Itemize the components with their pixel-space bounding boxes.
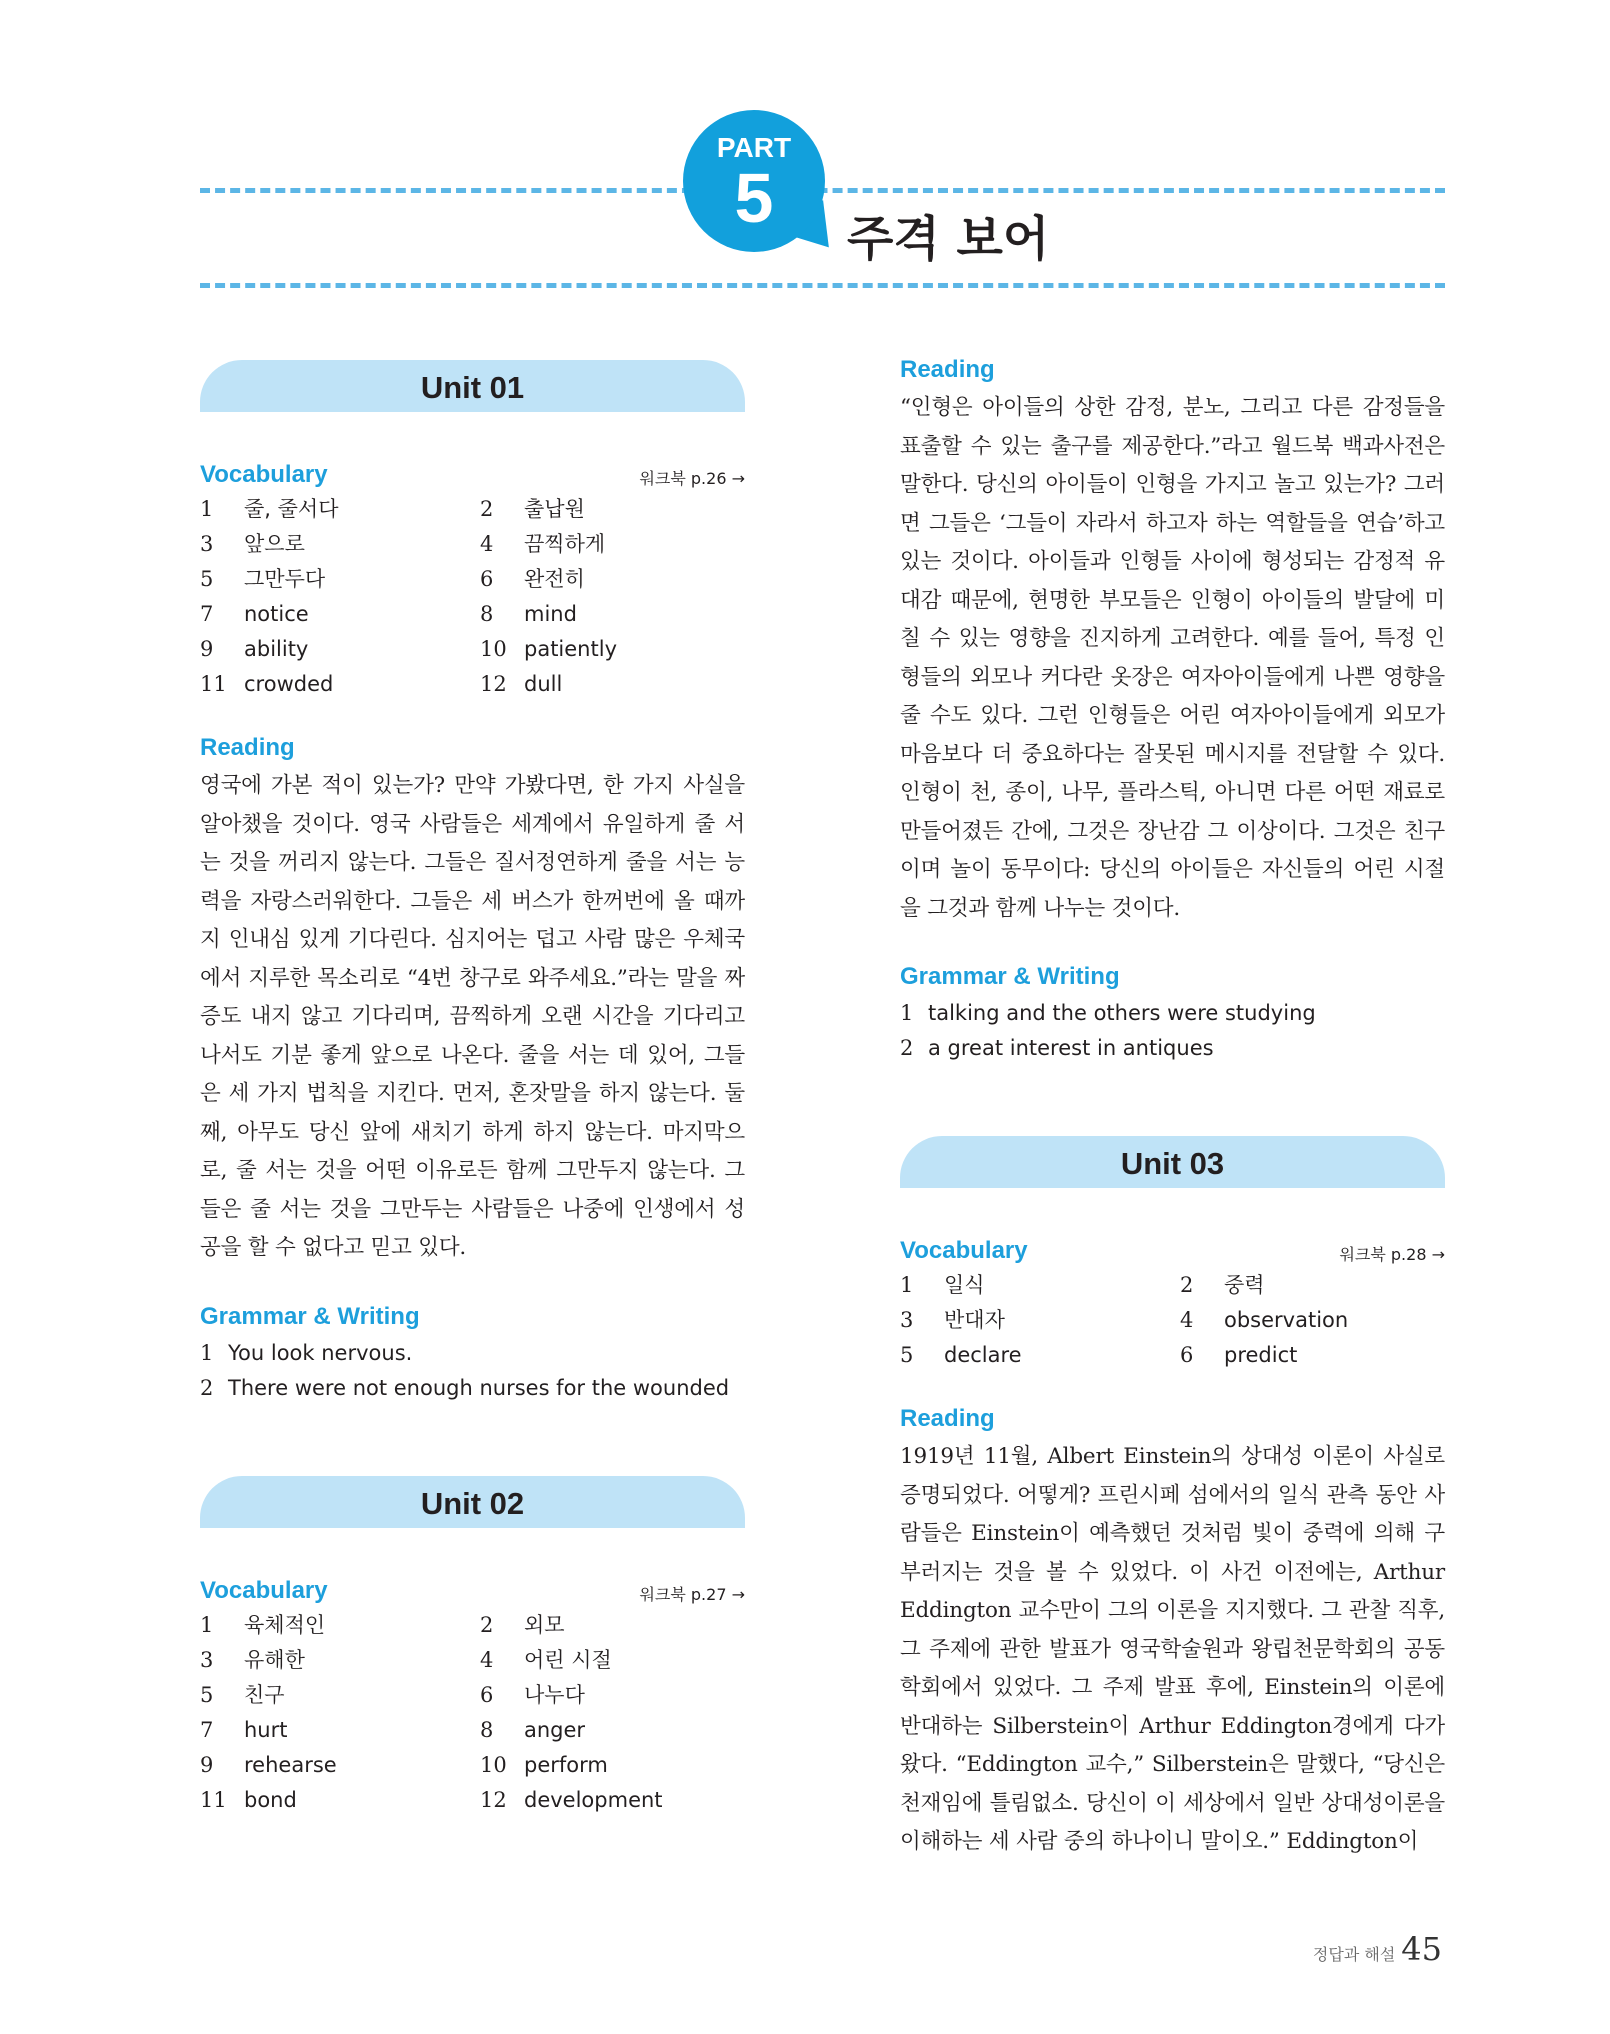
vocab-item: 8 anger <box>480 1717 586 1742</box>
workbook-reference: 워크북 p.28 → <box>1339 1245 1445 1264</box>
vocab-item: 9 ability <box>200 637 309 661</box>
vocab-item: 6 predict <box>1180 1343 1298 1367</box>
unit-03-banner: Unit 03 <box>900 1136 1445 1188</box>
part-number: 5 <box>734 159 774 237</box>
unit-01-banner: Unit 01 <box>200 360 745 412</box>
grammar-item: 1 talking and the others were studying <box>900 1001 1316 1025</box>
vocabulary-label: Vocabulary <box>200 1576 328 1604</box>
vocab-item: 2 출납원 <box>480 497 585 521</box>
vocab-item: 5 친구 <box>200 1682 285 1707</box>
unit-02-grammar-list <box>900 996 1445 1066</box>
vocab-item: 12 development <box>480 1787 663 1812</box>
header-dashed-line-bottom <box>200 283 1445 288</box>
vocab-item: 1 줄, 줄서다 <box>200 497 339 521</box>
part-title: 주격 보어 <box>843 200 1061 269</box>
page-number: 45 <box>1401 1930 1442 1968</box>
unit-02-vocabulary-list <box>200 1610 745 1815</box>
vocab-item: 4 어린 시절 <box>480 1647 612 1672</box>
unit-02-reading-heading: Reading <box>900 356 995 383</box>
vocab-item: 10 patiently <box>480 637 617 661</box>
vocab-item: 2 중력 <box>1180 1273 1265 1297</box>
unit-01-grammar-heading: Grammar & Writing <box>200 1302 420 1330</box>
unit-01-reading-heading: Reading <box>200 734 295 761</box>
footer-label: 정답과 해설 <box>1312 1945 1396 1964</box>
vocab-item: 5 declare <box>900 1343 1022 1367</box>
part-label: PART <box>716 132 792 163</box>
vocab-item: 7 hurt <box>200 1717 288 1742</box>
vocab-item: 7 notice <box>200 602 309 626</box>
part-badge <box>683 110 825 252</box>
vocab-item: 3 반대자 <box>900 1308 1005 1332</box>
vocab-item: 12 dull <box>480 672 563 696</box>
unit-02-vocabulary-heading <box>200 1576 745 1606</box>
unit-02-reading-text: “인형은 아이들의 상한 감정, 분노, 그리고 다른 감정들을 표출할 수 있는 출구를 제공한다.”라고 월드북 백과사전은 말한다. 당신의 아이들이 인형을 가지고 놀고 있는가? 그러면 그들은 ‘그들이 자라서 하고자 하는 역할들을 연습’하고 있는 것이다. 아이들과 인형들 사이에 형성되는 감정적 유대감 때문에, 현명한 부모들은 인형이 아이들의 발달에 미칠 수 있는 영향을 진지하게 고려한다. 예를 들어, 특정 인형들의 외모나 커다란 옷장은 여자아이들에게 나쁜 영향을 줄 수도 있다. 그런 인형들은 어린 여자아이들에게 외모가 마음보다 더 중요하다는 잘못된 메시지를 전달할 수 있다. 인형이 천, 종이, 나무, 플라스틱, 아니면 다른 어떤 재료로 만들어졌든 간에, 그것은 장난감 그 이상이다. 그것은 친구이며 놀이 동무이다: 당신의 아이들은 자신들의 어린 시절을 그것과 함께 나누는 것이다. <box>900 395 1445 921</box>
page-footer <box>1313 1930 1442 1968</box>
vocab-item: 6 나누다 <box>480 1682 585 1707</box>
vocab-item: 4 끔찍하게 <box>480 532 606 556</box>
unit-01-grammar-list <box>200 1336 745 1406</box>
workbook-reference: 워크북 p.26 → <box>639 469 745 488</box>
vocab-item: 3 앞으로 <box>200 532 305 556</box>
vocab-item: 6 완전히 <box>480 567 585 591</box>
right-column <box>900 355 1445 1862</box>
unit-02-grammar-heading: Grammar & Writing <box>900 963 1120 990</box>
vocab-item: 3 유해한 <box>200 1647 305 1672</box>
vocab-item: 2 외모 <box>480 1612 565 1637</box>
vocab-item: 8 mind <box>480 602 577 626</box>
vocab-item: 1 일식 <box>900 1273 985 1297</box>
vocab-item: 5 그만두다 <box>200 567 326 591</box>
unit-01-reading-text: 영국에 가본 적이 있는가? 만약 가봤다면, 한 가지 사실을 알아챘을 것이다. 영국 사람들은 세계에서 유일하게 줄 서는 것을 꺼리지 않는다. 그들은 질서정연하게 줄을 서는 능력을 자랑스러워한다. 그들은 세 버스가 한꺼번에 올 때까지 인내심 있게 기다린다. 심지어는 덥고 사람 많은 우체국에서 지루한 목소리로 “4번 창구로 와주세요.”라는 말을 짜증도 내지 않고 기다리며, 끔찍하게 오랜 시간을 기다리고 나서도 기분 좋게 앞으로 나온다. 줄을 서는 데 있어, 그들은 세 가지 법칙을 지킨다. 먼저, 혼잣말을 하지 않는다. 둘째, 아무도 당신 앞에 새치기 하게 하지 않는다. 마지막으로, 줄 서는 것을 어떤 이유로든 함께 그만두지 않는다. 그들은 줄 서는 것을 그만두는 사람들은 나중에 인생에서 성공을 할 수 없다고 믿고 있다. <box>200 773 745 1260</box>
vocab-item: 10 perform <box>480 1752 608 1777</box>
grammar-item: 2 a great interest in antiques <box>900 1036 1214 1060</box>
unit-03-vocabulary-heading <box>900 1236 1445 1266</box>
unit-01-vocabulary-list <box>200 494 745 699</box>
vocab-item: 9 rehearse <box>200 1752 337 1777</box>
vocabulary-label: Vocabulary <box>900 1237 1028 1264</box>
vocab-item: 11 bond <box>200 1787 297 1812</box>
vocab-item: 1 육체적인 <box>200 1612 326 1637</box>
unit-01-vocabulary-heading <box>200 460 745 490</box>
unit-03-vocabulary-list <box>900 1270 1445 1370</box>
unit-02-banner: Unit 02 <box>200 1476 745 1528</box>
grammar-item: 1 You look nervous. <box>200 1340 413 1365</box>
unit-03-reading-text: 1919년 11월, Albert Einstein의 상대성 이론이 사실로 증명되었다. 어떻게? 프린시페 섬에서의 일식 관측 동안 사람들은 Einstein이 예측했던 것처럼 빛이 중력에 의해 구부러지는 것을 볼 수 있었다. 이 사건 이전에는, Arthur Eddington 교수만이 그의 이론을 지지했다. 그 관찰 직후, 그 주제에 관한 발표가 영국학술원과 왕립천문학회의 공동학회에서 있었다. 그 주제 발표 후에, Einstein의 이론에 반대하는 Silberstein이 Arthur Eddington경에게 다가왔다. “Eddington 교수,” Silberstein은 말했다, “당신은 천재임에 틀림없소. 당신이 이 세상에서 일반 상대성이론을 이해하는 세 사람 중의 하나이니 말이오.” Eddington이 <box>900 1444 1445 1854</box>
grammar-item: 2 There were not enough nurses for the wounded <box>200 1375 730 1400</box>
vocab-item: 4 observation <box>1180 1308 1349 1332</box>
vocabulary-label: Vocabulary <box>200 461 328 488</box>
workbook-reference: 워크북 p.27 → <box>639 1584 745 1604</box>
left-column <box>200 360 745 1815</box>
vocab-item: 11 crowded <box>200 672 334 696</box>
unit-03-reading-heading: Reading <box>900 1405 995 1432</box>
